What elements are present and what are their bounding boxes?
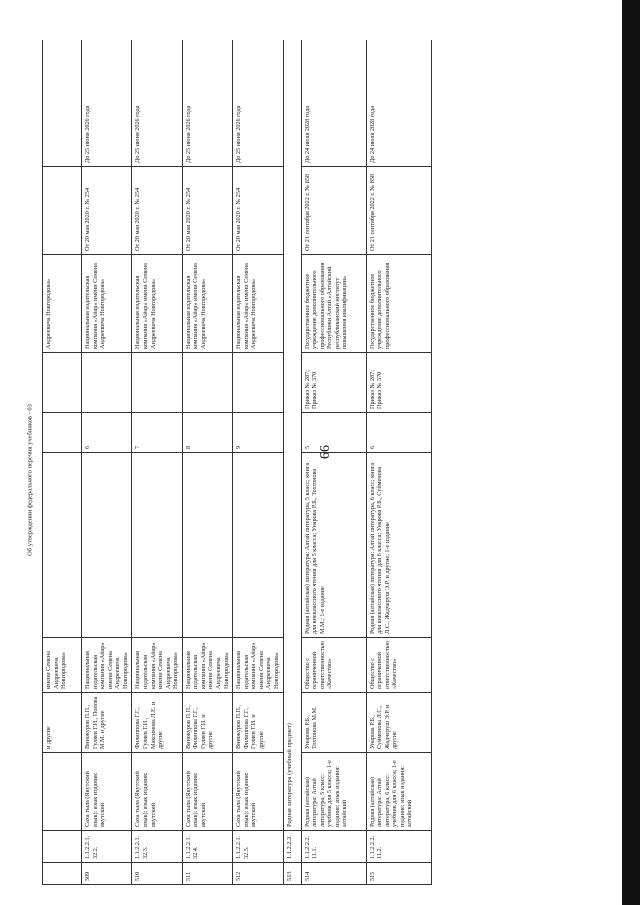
- cell-publisher: Общество с ограниченной ответственностью «Качество»: [301, 638, 366, 693]
- cell-num: 514: [301, 863, 366, 885]
- cell-position: 7: [132, 413, 182, 453]
- section-title: Родная литература (учебный предмет): [283, 40, 301, 831]
- cell-publisher: Общество с ограниченной ответственностью «Качество»: [366, 638, 431, 693]
- rotated-table: [42, 40, 617, 885]
- cell-institution: Национальная издательская компания «Айар» имени Семена Андреевича Новгородова»: [182, 255, 232, 353]
- cell-expert: От 20 мая 2020 г. № 254: [233, 167, 283, 255]
- cell-position: 6: [82, 413, 132, 453]
- cell-publisher: Национальная издательская компания «Айар» имени Семена Андреевича Новгородова»: [233, 638, 283, 693]
- cell-description: Родная (алтайская) литература: Алтай литература, 6 класс; книга для внеклассного чтения для 6 класса; Унарова Р.Б., Суйменова Л.С., Жадчеруш Э.Р. и другие; 1-е издание: [366, 453, 431, 638]
- cell-expert: От 20 мая 2020 г. № 254: [82, 167, 132, 255]
- cell-code: 1.1.2.2.1.32.3.: [132, 831, 182, 863]
- cell-authors: и другие: [43, 693, 82, 753]
- cell-valid: До 25 июня 2026 года: [182, 40, 232, 167]
- cell-valid: До 25 июня 2026 года: [132, 40, 182, 167]
- cell-authors: Филиппова Г.Г., Гуляев Г.И., Максимова Л.Е. и другие: [132, 693, 182, 753]
- cell-institution: Национальная издательская компания «Айар» имени Семена Андреевича Новгородова»: [233, 255, 283, 353]
- cell-publisher: Национальная издательская компания «Айар» имени Семена Андреевича Новгородова»: [82, 638, 132, 693]
- table-row-continued: [43, 40, 82, 885]
- cell-orders: Приказ № 287; Приказ № 370: [366, 353, 431, 413]
- cell-num: 515: [366, 863, 431, 885]
- cell-code: 1.1.2.2.1.32.2.: [82, 831, 132, 863]
- footnote: Об утверждении федерального перечня учебников - 03: [26, 404, 34, 556]
- cell-name: Саха тыла (Якутский язык): язык издания: якутский: [233, 753, 283, 831]
- cell-position: 9: [233, 413, 283, 453]
- cell-code: 1.1.2.2.2.11.1.: [301, 831, 366, 863]
- cell-valid: До 24 июля 2028 года: [366, 40, 431, 167]
- cell-authors: Унарова Р.Б., Тохтонова М.М.: [301, 693, 366, 753]
- cell-expert: От 20 мая 2020 г. № 254: [182, 167, 232, 255]
- cell-code: 1.1.2.2.1.32.4.: [182, 831, 232, 863]
- table-row: [182, 40, 232, 885]
- cell-authors: Унарова Р.Б., Суйменова Л.С., Жадчеруш Э.Р. и другие: [366, 693, 431, 753]
- cell-name: Родная (алтайская) литература: Алтай литература, 6 класс: учебник для 6 класса; 1-е издание; язык издания: алтайский: [366, 753, 431, 831]
- cell-num: 511: [182, 863, 232, 885]
- registry-table: [42, 40, 432, 885]
- cell-expert: От 20 мая 2020 г. № 254: [132, 167, 182, 255]
- table-row: [301, 40, 366, 885]
- table-row: [233, 40, 283, 885]
- cell-num: 513: [283, 863, 301, 885]
- cell-code: 1.1.2.2.2.11.2.: [366, 831, 431, 863]
- scan-edge-bar: [622, 0, 640, 905]
- cell-code: 1.1.2.2.2: [283, 831, 301, 863]
- cell-expert: От 21 сентября 2022 г. № 858: [366, 167, 431, 255]
- cell-authors: Винокуров П.П., Филиппова Г.Г., Гуляев Г.И. и другие: [233, 693, 283, 753]
- cell-name: Саха тыла (Якутский язык): язык издания: якутский: [182, 753, 232, 831]
- table-frame: [42, 40, 617, 885]
- section-row: [283, 40, 301, 885]
- cell-institution: Андреевича Новгородова»: [43, 255, 82, 353]
- cell-valid: До 25 июня 2026 года: [233, 40, 283, 167]
- cell-publisher: имени Семена Андреевича Новгородова»: [43, 638, 82, 693]
- cell-position: 5: [301, 413, 366, 453]
- table-row: [82, 40, 132, 885]
- cell-institution: Государственное бюджетное учреждение дополнительного профессионального образования: [366, 255, 431, 353]
- cell-publisher: Национальная издательская компания «Айар» имени Семена Андреевича Новгородова»: [182, 638, 232, 693]
- cell-num: 512: [233, 863, 283, 885]
- cell-valid: До 24 июля 2028 года: [301, 40, 366, 167]
- cell-name: Родная (алтайская) литература: Алтай литература, 5 класс: учебник для 5 класса; 1-е издание; язык издания: алтайский: [301, 753, 366, 831]
- cell-institution: Национальная издательская компания «Айар» имени Семена Андреевича Новгородова»: [132, 255, 182, 353]
- table-row: [132, 40, 182, 885]
- cell-orders: Приказ № 287; Приказ № 370: [301, 353, 366, 413]
- cell-publisher: Национальная издательская компания «Айар» имени Семена Андреевича Новгородова»: [132, 638, 182, 693]
- cell-position: 8: [182, 413, 232, 453]
- cell-expert: От 21 сентября 2022 г. № 858: [301, 167, 366, 255]
- cell-valid: До 25 июня 2026 года: [82, 40, 132, 167]
- cell-name: Саха тыла (Якутский язык): язык издания: якутский: [82, 753, 132, 831]
- cell-institution: Национальная издательская компания «Айар» имени Семена Андреевича Новгородова»: [82, 255, 132, 353]
- table-row: [366, 40, 431, 885]
- cell-position: 6: [366, 413, 431, 453]
- cell-name: Саха тыла (Якутский язык): язык издания: якутский: [132, 753, 182, 831]
- cell-institution: Государственное бюджетное учреждение дополнительного профессионального образования Республики Алтай «Алтайский республиканский институт повышения квалификации»: [301, 255, 366, 353]
- cell-authors: Винокуров П.П., Гуляев Г.И., Попова М.М. и другие: [82, 693, 132, 753]
- cell-description: Родная (алтайская) литература: Алтай литература, 5 класс; книга для внеклассного чтения для 5 класса; Унарова Р.Б., Тохтонова М.М.; 1-е издание: [301, 453, 366, 638]
- cell-authors: Винокуров П.П., Филиппова Г.Г., Гуляев Г.И. и другие: [182, 693, 232, 753]
- cell-num: 510: [132, 863, 182, 885]
- cell-num: 509: [82, 863, 132, 885]
- page-number: 66: [318, 445, 333, 459]
- cell-code: 1.1.2.2.1.32.5.: [233, 831, 283, 863]
